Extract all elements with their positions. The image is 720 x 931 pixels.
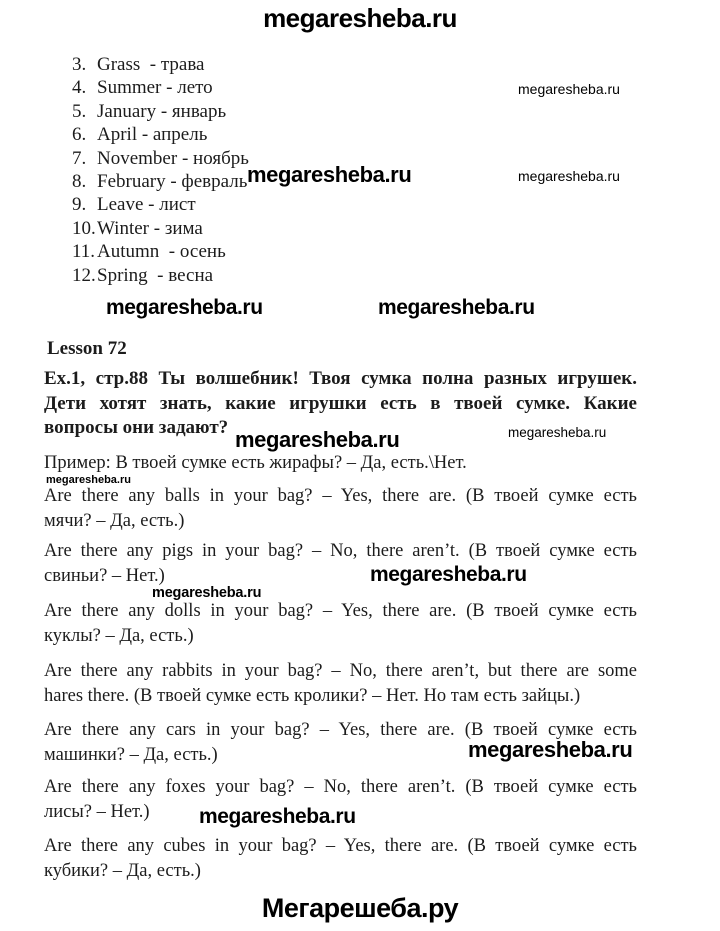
answer-line: Are there any pigs in your bag? – No, there aren’t. (В твоей сумке есть [44, 541, 637, 561]
answer-paragraph [44, 718, 637, 767]
top-brand-watermark: megaresheba.ru [263, 3, 457, 33]
vocab-item [72, 76, 213, 99]
task-line: Ex.1, стр.88 Ты волшебник! Твоя сумка полна разных игрушек. [44, 368, 637, 389]
vocab-item-text: April - апрель [97, 124, 208, 146]
watermark-megaresheba: megaresheba.ru [247, 162, 412, 187]
answer-line: hares there. (В твоей сумке есть кролики? – Нет. Но там есть зайцы.) [44, 685, 581, 706]
answer-line: Are there any foxes your bag? – No, there aren’t. (В твоей сумке есть [44, 777, 637, 797]
answer-line: машинки? – Да, есть.) [44, 744, 218, 765]
vocab-item [72, 53, 204, 76]
vocab-item-number: 8. [72, 171, 87, 192]
answer-paragraph [44, 484, 637, 533]
watermark-megaresheba: megaresheba.ru [468, 737, 633, 762]
vocab-item-text: January - январь [97, 100, 227, 122]
answer-paragraph [44, 539, 637, 588]
answer-line: Are there any balls in your bag? – Yes, there are. (В твоей сумке есть [44, 486, 637, 506]
vocab-item-number: 11. [72, 241, 96, 263]
vocab-item [72, 170, 247, 193]
vocab-item-text: Winter - зима [97, 217, 203, 239]
vocab-item-number: 9. [72, 194, 87, 216]
answer-paragraph [44, 834, 637, 883]
vocab-item [72, 240, 226, 263]
watermark-megaresheba: megaresheba.ru [370, 563, 527, 586]
vocab-item-text: Grass - трава [97, 54, 205, 75]
watermark-megaresheba: megaresheba.ru [106, 296, 263, 319]
answer-line: свиньи? – Нет.) [44, 565, 165, 586]
watermark-megaresheba: megaresheba.ru [152, 585, 262, 601]
example-line: Пример: В твоей сумке есть жирафы? – Да, есть.\Нет. [44, 453, 467, 473]
answer-line: лисы? – Нет.) [44, 801, 150, 822]
answer-line: Are there any cubes in your bag? – Yes, there are. (В твоей сумке есть [44, 836, 637, 856]
watermark-megaresheba: megaresheba.ru [46, 474, 131, 486]
vocab-item-number: 4. [72, 77, 87, 99]
task-paragraph [44, 367, 637, 441]
vocab-item-number: 3. [72, 54, 87, 75]
vocab-item-text: Summer - лето [97, 77, 213, 99]
vocab-item-text: Autumn - осень [97, 241, 226, 263]
watermark-megaresheba: megaresheba.ru [235, 427, 400, 452]
vocab-item [72, 123, 207, 146]
answer-line: Are there any dolls in your bag? – Yes, there are. (В твоей сумке есть [44, 601, 637, 621]
answer-line: кубики? – Да, есть.) [44, 860, 201, 881]
bottom-brand-watermark: Мегарешеба.ру [261, 893, 459, 923]
vocab-item-number: 7. [72, 147, 87, 169]
watermark-megaresheba: megaresheba.ru [518, 168, 620, 184]
vocab-item-number: 5. [72, 100, 87, 122]
vocab-item-text: November - ноябрь [97, 147, 249, 169]
answer-line: Are there any rabbits in your bag? – No, there aren’t, but there are some [44, 661, 637, 681]
vocab-item [72, 193, 196, 216]
watermark-megaresheba: megaresheba.ru [508, 425, 607, 440]
watermark-megaresheba: megaresheba.ru [199, 805, 356, 828]
answer-paragraph [44, 599, 637, 648]
watermark-megaresheba: megaresheba.ru [518, 81, 620, 97]
vocab-item-text: Leave - лист [97, 194, 196, 216]
answer-paragraph [44, 659, 637, 708]
vocab-item-number: 6. [72, 124, 87, 146]
task-line: Дети хотят знать, какие игрушки есть в твоей сумке. Какие [44, 392, 637, 414]
watermark-megaresheba: megaresheba.ru [378, 296, 535, 319]
lesson-heading: Lesson 72 [47, 338, 127, 359]
answer-line: мячи? – Да, есть.) [44, 510, 185, 531]
vocab-item [72, 147, 249, 170]
vocab-item [72, 264, 213, 287]
vocab-item-number: 10. [72, 217, 96, 239]
vocab-item [72, 217, 203, 240]
answer-paragraph [44, 775, 637, 824]
answer-line: куклы? – Да, есть.) [44, 625, 194, 646]
task-line: вопросы они задают? [44, 417, 229, 439]
vocab-item-text: February - февраль [97, 171, 248, 192]
vocab-item [72, 100, 226, 123]
vocab-item-text: Spring - весна [97, 264, 214, 286]
answer-line: Are there any cars in your bag? – Yes, there are. (В твоей сумке есть [44, 720, 637, 740]
vocab-item-number: 12. [72, 264, 96, 286]
